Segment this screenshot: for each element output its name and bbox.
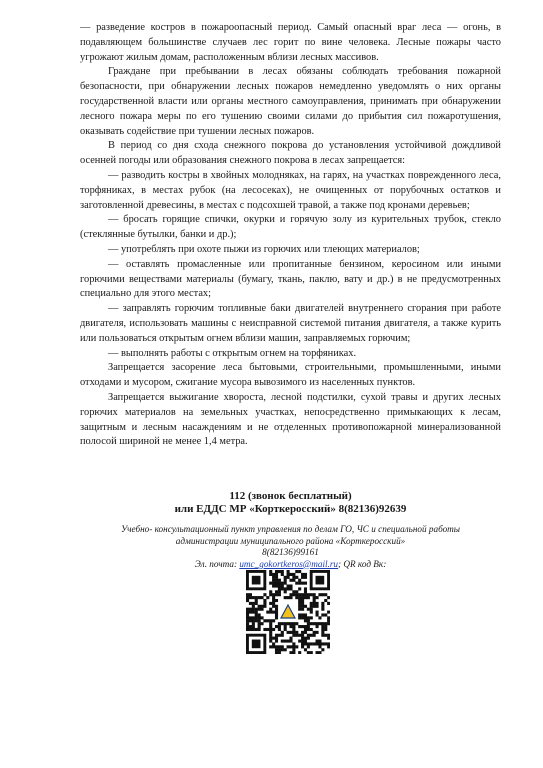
- paragraph: В период со дня схода снежного покрова до установления устойчивой дождливой осенней погоды или образования снежного покрова в лесах запрещается:: [80, 140, 501, 167]
- list-item: — бросать горящие спички, окурки и горячую золу из курительных трубок, стекло (стеклянные бутылки, банки и др.);: [80, 214, 501, 241]
- paragraph: Запрещается засорение леса бытовыми, строительными, промышленными, иными отходами и мусором, сжигание мусора вывозимого из населенных пунктов.: [80, 362, 501, 389]
- email-link[interactable]: umc_gokortkeros@mail.ru: [239, 558, 339, 569]
- list-item: — оставлять промасленные или пропитанные бензином, керосином или иными горючими веществами материалы (бумагу, ткань, паклю, вату и др.) в не предусмотренных специально для этого местах;: [80, 258, 501, 300]
- emergency-phone: 112 (звонок бесплатный): [229, 490, 352, 502]
- qr-code-image: [246, 570, 330, 654]
- list-item: — употреблять при охоте пыжи из горючих или тлеющих материалов;: [108, 243, 420, 255]
- list-item: — выполнять работы с открытым огнем на торфяниках.: [108, 347, 357, 359]
- org-phone: 8(82136)99161: [262, 547, 319, 557]
- paragraph: Граждане при пребывании в лесах обязаны соблюдать требования пожарной безопасности, при обнаружении лесных пожаров немедленно уведомлять о них органы государственной власти или органы местного самоуправления, принимать при обнаружении лесного пожара меры по его тушению своими силами до прибытия сил пожаротушения, оказывать содействие при тушении лесных пожаров.: [80, 66, 501, 137]
- contact-footer: [80, 490, 501, 570]
- list-item: — разводить костры в хвойных молодняках, на гарях, на участках поврежденного леса, торфяниках, в местах рубок (на лесосеках), не очищенных от порубочных остатков и заготовленной древесины, в местах с подсохшей травой, а также под кронами деревьев;: [80, 169, 501, 211]
- contact-line: [80, 559, 501, 571]
- org-admin: администрации муниципального района «Корткеросский»: [175, 535, 406, 546]
- qr-code[interactable]: [246, 570, 330, 654]
- document-body: [80, 21, 501, 450]
- qr-label: ; QR код Вк:: [338, 558, 387, 569]
- org-name: Учебно- консультационный пункт управления по делам ГО, ЧС и специальной работы: [120, 524, 461, 534]
- paragraph: — разведение костров в пожароопасный период. Самый опасный враг леса — огонь, в подавляющем большинстве случаев лес горит по вине человека. Лесные пожары часто угрожают жилым домам, расположенным вблизи лесных массивов.: [80, 22, 501, 63]
- list-item: — заправлять горючим топливные баки двигателей внутреннего сгорания при работе двигателя, использовать машины с неисправной системой питания двигателя, а также курить или пользоваться открытым огнем вблизи машин, заправляемых горючим;: [80, 303, 501, 344]
- edds-phone: или ЕДДС МР «Корткеросский» 8(82136)92639: [174, 502, 407, 515]
- email-label: Эл. почта:: [194, 558, 238, 569]
- paragraph: Запрещается выжигание хвороста, лесной подстилки, сухой травы и других лесных горючих материалов на земельных участках, непосредственно примыкающих к лесам, защитным и лесным насаждениям и не отделенных противопожарной минерализованной полосой шириной не менее 1,4 метра.: [80, 391, 501, 448]
